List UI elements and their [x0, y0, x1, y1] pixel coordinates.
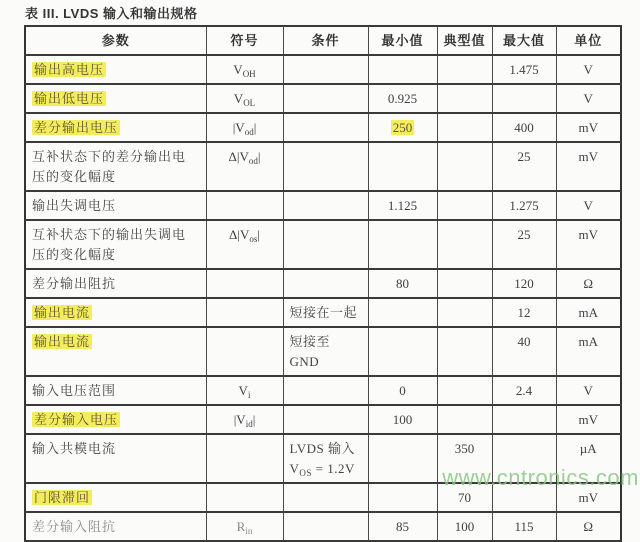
cell-symbol: $|V_{id}|$	[206, 405, 283, 434]
cell-typ	[437, 142, 492, 191]
cell-min	[368, 327, 437, 376]
cell-param: 输出低电压	[25, 84, 206, 113]
cell-typ	[437, 55, 492, 84]
cell-typ: 350	[437, 434, 492, 483]
cell-unit: mV	[556, 113, 621, 142]
cell-max	[492, 84, 556, 113]
cell-max: 25	[492, 220, 556, 269]
cell-param: 互补状态下的差分输出电压的变化幅度	[25, 142, 206, 191]
cell-symbol	[206, 434, 283, 483]
table-row	[25, 376, 621, 405]
cell-cond	[283, 142, 368, 191]
table-row	[25, 220, 621, 269]
cell-symbol: $R_{in}$	[206, 512, 283, 541]
table-title: 表 III. LVDS 输入和输出规格	[25, 6, 198, 21]
cell-cond	[283, 191, 368, 220]
cell-cond	[283, 405, 368, 434]
cell-unit: mV	[556, 220, 621, 269]
cell-max: 1.275	[492, 191, 556, 220]
cell-unit: Ω	[556, 269, 621, 298]
cell-typ	[437, 113, 492, 142]
cell-min: 0	[368, 376, 437, 405]
col-header-condition: 条件	[283, 26, 368, 55]
cell-symbol: $V_i$	[206, 376, 283, 405]
cell-param: 差分输出电压	[25, 113, 206, 142]
cell-min: 0.925	[368, 84, 437, 113]
cell-max: 25	[492, 142, 556, 191]
cell-param: 输出失调电压	[25, 191, 206, 220]
table-row	[25, 512, 621, 541]
cell-unit: µA	[556, 434, 621, 483]
lvds-spec-table	[24, 25, 622, 542]
cell-min: 100	[368, 405, 437, 434]
cell-unit: V	[556, 84, 621, 113]
cell-typ	[437, 298, 492, 327]
cell-typ	[437, 191, 492, 220]
cell-param: 互补状态下的输出失调电压的变化幅度	[25, 220, 206, 269]
cell-symbol	[206, 269, 283, 298]
cell-max: 120	[492, 269, 556, 298]
cell-typ	[437, 376, 492, 405]
cell-max: 400	[492, 113, 556, 142]
cell-typ	[437, 220, 492, 269]
cell-max: 115	[492, 512, 556, 541]
cell-unit: Ω	[556, 512, 621, 541]
table-row	[25, 298, 621, 327]
cell-typ: 100	[437, 512, 492, 541]
cell-max: 40	[492, 327, 556, 376]
cell-symbol	[206, 327, 283, 376]
cell-cond: 短接至 GND	[283, 327, 368, 376]
cell-min	[368, 434, 437, 483]
table-row	[25, 327, 621, 376]
cell-unit: V	[556, 55, 621, 84]
table-row	[25, 483, 621, 512]
cell-cond	[283, 113, 368, 142]
cell-cond: LVDS 输入 $V_{OS} = 1.2V$	[283, 434, 368, 483]
cell-symbol: $\Delta|V_{od}|$	[206, 142, 283, 191]
cell-param: 门限滞回	[25, 483, 206, 512]
cell-max	[492, 434, 556, 483]
col-header-parameter: 参数	[25, 26, 206, 55]
table-row	[25, 142, 621, 191]
cell-typ: 70	[437, 483, 492, 512]
spec-table-body	[25, 55, 621, 541]
col-header-unit: 单位	[556, 26, 621, 55]
cell-param: 输入共模电流	[25, 434, 206, 483]
cell-cond	[283, 55, 368, 84]
cell-param: 差分输入电压	[25, 405, 206, 434]
cell-max: 12	[492, 298, 556, 327]
cell-min: 1.125	[368, 191, 437, 220]
cell-symbol: $V_{OL}$	[206, 84, 283, 113]
table-row	[25, 269, 621, 298]
cell-param: 差分输入阻抗	[25, 512, 206, 541]
cell-param: 差分输出阻抗	[25, 269, 206, 298]
cell-typ	[437, 405, 492, 434]
cell-cond	[283, 512, 368, 541]
table-row	[25, 191, 621, 220]
cell-typ	[437, 327, 492, 376]
cell-min	[368, 220, 437, 269]
cell-min	[368, 298, 437, 327]
col-header-max: 最大值	[492, 26, 556, 55]
table-row	[25, 434, 621, 483]
cell-typ	[437, 269, 492, 298]
table-row	[25, 55, 621, 84]
cell-cond	[283, 376, 368, 405]
cell-min	[368, 55, 437, 84]
cell-min	[368, 483, 437, 512]
col-header-min: 最小值	[368, 26, 437, 55]
cell-cond	[283, 269, 368, 298]
cell-param: 输出高电压	[25, 55, 206, 84]
table-row	[25, 113, 621, 142]
header-row	[25, 26, 621, 55]
cell-param: 输入电压范围	[25, 376, 206, 405]
cell-max	[492, 483, 556, 512]
cell-param: 输出电流	[25, 327, 206, 376]
table-row	[25, 405, 621, 434]
cell-symbol: $|V_{od}|$	[206, 113, 283, 142]
cell-symbol: $V_{OH}$	[206, 55, 283, 84]
cell-unit: mV	[556, 405, 621, 434]
cell-unit: mV	[556, 483, 621, 512]
cell-unit: V	[556, 191, 621, 220]
cell-param: 输出电流	[25, 298, 206, 327]
cell-unit: V	[556, 376, 621, 405]
cell-symbol	[206, 298, 283, 327]
cell-symbol	[206, 191, 283, 220]
cell-cond	[283, 220, 368, 269]
cell-cond	[283, 84, 368, 113]
cell-min: 250	[368, 113, 437, 142]
cell-unit: mA	[556, 298, 621, 327]
cell-unit: mA	[556, 327, 621, 376]
cell-max: 1.475	[492, 55, 556, 84]
cell-symbol	[206, 483, 283, 512]
cell-min	[368, 142, 437, 191]
cell-symbol: $\Delta|V_{os}|$	[206, 220, 283, 269]
cell-max	[492, 405, 556, 434]
cell-unit: mV	[556, 142, 621, 191]
cell-min: 80	[368, 269, 437, 298]
table-row	[25, 84, 621, 113]
cell-cond: 短接在一起	[283, 298, 368, 327]
cell-cond	[283, 483, 368, 512]
cell-max: 2.4	[492, 376, 556, 405]
col-header-symbol: 符号	[206, 26, 283, 55]
col-header-typical: 典型值	[437, 26, 492, 55]
cell-typ	[437, 84, 492, 113]
watermark-text: www.cntronics.com	[442, 465, 639, 490]
cell-min: 85	[368, 512, 437, 541]
